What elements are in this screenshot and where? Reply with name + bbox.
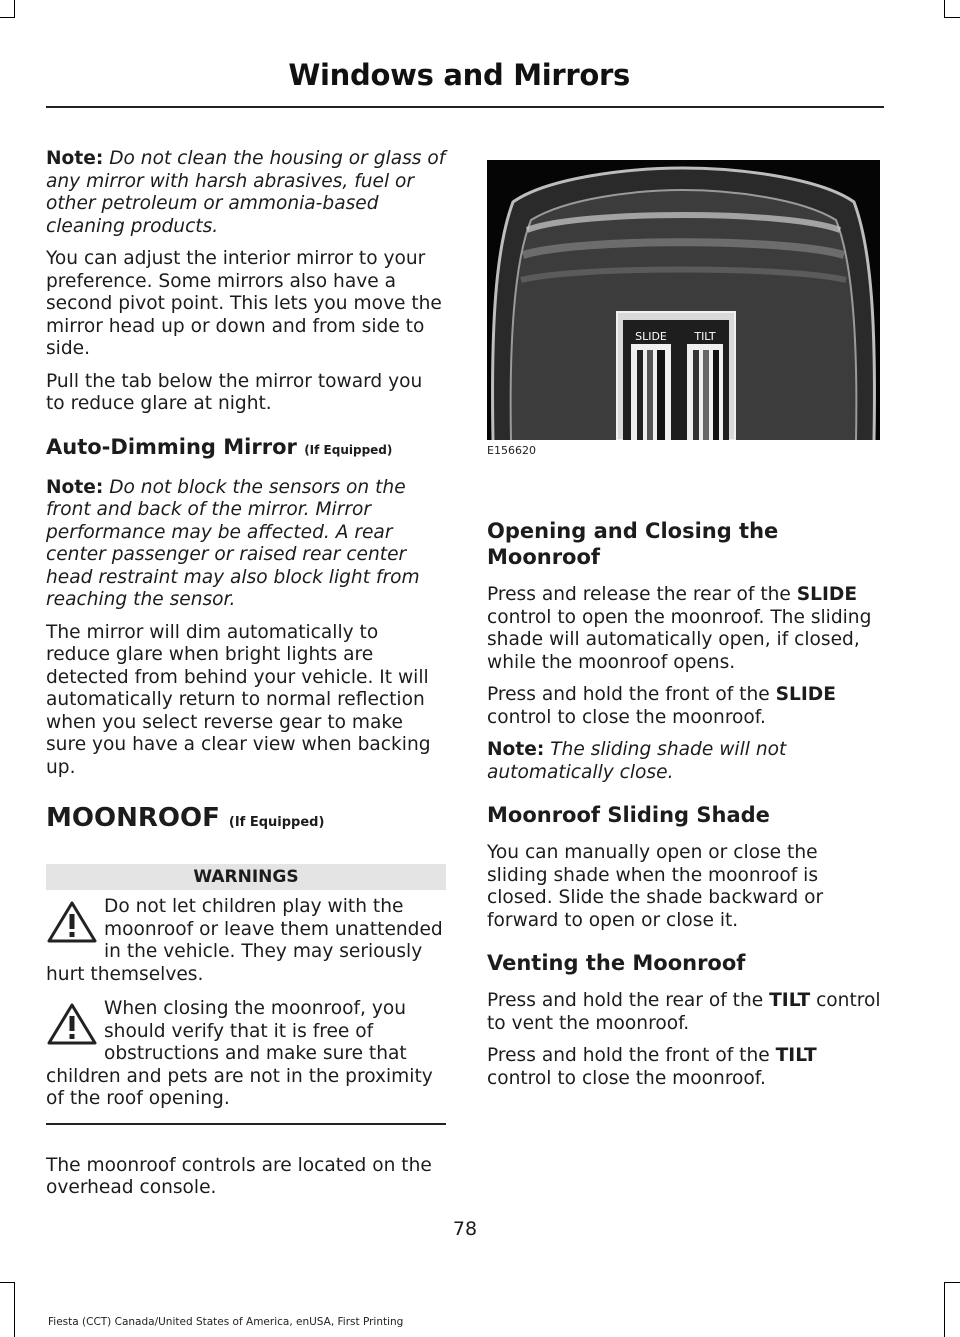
left-column: [46, 148, 446, 1210]
right-column: [487, 518, 883, 1100]
if-equipped-label: (If Equipped): [304, 442, 393, 457]
moonroof-figure: [487, 160, 880, 457]
heading-venting: Venting the Moonroof: [487, 951, 746, 975]
note-cleaning: [46, 148, 446, 238]
paragraph: You can adjust the interior mirror to your preference. Some mirrors also have a second pivot point. This lets you move the mirror head up or down and from side to side.: [46, 248, 442, 359]
crop-mark: [945, 17, 960, 18]
paragraph: The moonroof controls are located on the overhead console.: [46, 1154, 432, 1198]
heading-auto-dimming: [46, 434, 446, 463]
overhead-console-illustration: [487, 160, 880, 440]
heading-opening-closing: Opening and Closing the Moonroof: [487, 519, 779, 569]
warnings-rule: [46, 1123, 446, 1125]
paragraph: [487, 990, 883, 1035]
control-name: TILT: [775, 1045, 817, 1066]
note-label: Note:: [46, 476, 104, 498]
slide-label: SLIDE: [635, 330, 667, 343]
paragraph: [487, 684, 883, 729]
control-name: SLIDE: [775, 684, 836, 705]
text-run: Press and hold the rear of the: [487, 990, 770, 1011]
header-rule: [46, 106, 884, 108]
crop-mark: [14, 1282, 15, 1337]
text-run: control to vent the moonroof.: [487, 990, 881, 1034]
note-shade: [487, 739, 883, 784]
crop-mark: [14, 0, 15, 18]
note-sensors: [46, 477, 446, 612]
warning-item: [46, 998, 446, 1111]
text-run: Press and hold the front of the: [487, 1045, 776, 1066]
control-name: TILT: [769, 990, 811, 1011]
warning-text: Do not let children play with the moonroof or leave them unattended in the vehicle. They may seriously hurt themselves.: [46, 896, 443, 985]
if-equipped-label: (If Equipped): [228, 815, 325, 830]
paragraph: [487, 584, 883, 674]
paragraph: Pull the tab below the mirror toward you to reduce glare at night.: [46, 370, 423, 414]
paragraph: The mirror will dim automatically to reduce glare when bright lights are detected from behind your vehicle. It will automatically return to normal reflection when you select reverse gear to make sure you have a clear view when backing up.: [46, 621, 431, 778]
control-name: SLIDE: [796, 584, 858, 605]
warning-text: When closing the moonroof, you should verify that it is free of obstructions and make sure that children and pets are not in the proximity of the roof opening.: [46, 998, 433, 1109]
text-run: Press and release the rear of the: [487, 584, 797, 605]
warning-triangle-icon: [46, 900, 98, 944]
warning-triangle-icon: [46, 1002, 98, 1046]
note-text: Do not clean the housing or glass of any mirror with harsh abrasives, fuel or other petroleum or ammonia-based cleaning products.: [46, 148, 446, 237]
text-run: control to close the moonroof.: [487, 706, 766, 728]
page-number: 78: [452, 1218, 478, 1240]
page-title: Windows and Mirrors: [288, 58, 630, 92]
note-label: Note:: [46, 148, 104, 169]
crop-mark: [944, 0, 945, 18]
warning-item: [46, 896, 446, 986]
text-run: control to close the moonroof.: [487, 1067, 766, 1089]
note-label: Note:: [487, 739, 545, 760]
paragraph: You can manually open or close the sliding shade when the moonroof is closed. Slide the shade backward or forward to open or close it.: [487, 842, 824, 931]
tilt-label: TILT: [694, 330, 716, 343]
crop-mark: [0, 1282, 14, 1283]
crop-mark: [0, 17, 14, 18]
heading-sliding-shade: Moonroof Sliding Shade: [487, 803, 770, 827]
note-text: Do not block the sensors on the front and back of the mirror. Mirror performance may be affected. A rear center passenger or raised rear center head restraint may also block light from reaching the sensor.: [46, 476, 420, 610]
footer-text: Fiesta (CCT) Canada/United States of America, enUSA, First Printing: [48, 1316, 404, 1328]
figure-code: E156620: [487, 444, 536, 457]
heading-text: MOONROOF: [46, 803, 220, 833]
crop-mark: [945, 1282, 960, 1283]
text-run: Press and hold the front of the: [487, 684, 776, 705]
heading-moonroof: [46, 803, 446, 838]
note-text: The sliding shade will not automatically close.: [487, 739, 787, 783]
heading-text: Auto-Dimming Mirror: [46, 434, 297, 459]
warnings-header: WARNINGS: [46, 864, 446, 890]
text-run: control to open the moonroof. The sliding shade will automatically open, if closed, while the moonroof opens.: [487, 606, 872, 673]
paragraph: [487, 1045, 883, 1090]
crop-mark: [944, 1282, 945, 1337]
